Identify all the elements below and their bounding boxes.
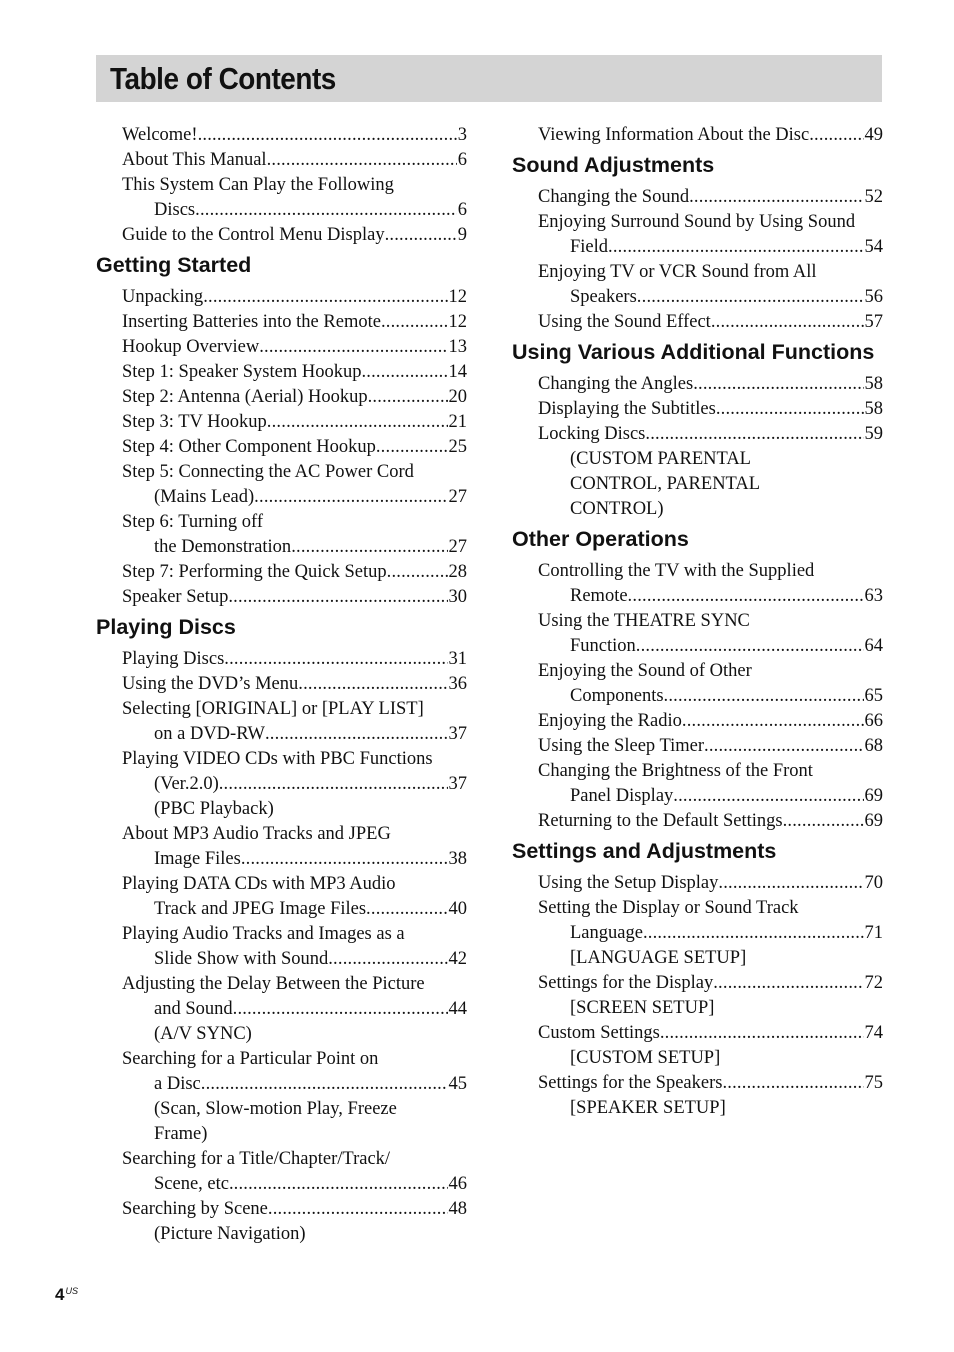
toc-entry-text: Step 3: TV Hookup <box>122 412 267 432</box>
toc-page-number: 54 <box>864 237 883 257</box>
toc-entry-text: Playing Discs <box>122 649 225 669</box>
toc-entry[interactable] <box>512 971 883 1021</box>
toc-page-number: 21 <box>448 412 467 432</box>
dot-leader <box>198 123 457 148</box>
toc-entry[interactable] <box>96 560 467 585</box>
toc-entry-line <box>122 772 467 797</box>
dot-leader <box>267 410 448 435</box>
toc-page-number: 68 <box>864 736 883 756</box>
toc-entry-text: Setting the Display or Sound Track <box>538 898 799 918</box>
toc-entry[interactable] <box>96 747 467 822</box>
toc-entry-text: Guide to the Control Menu Display <box>122 225 385 245</box>
toc-entry-line <box>122 485 467 510</box>
toc-entry[interactable] <box>96 223 467 248</box>
toc-entry[interactable] <box>512 422 883 522</box>
toc-entry[interactable] <box>512 123 883 148</box>
toc-entry-line <box>122 647 467 672</box>
toc-entry-text: Locking Discs <box>538 424 646 444</box>
toc-entry-text: on a DVD-RW <box>154 724 265 744</box>
section-heading: Playing Discs <box>96 615 236 639</box>
toc-entry-text: Step 7: Performing the Quick Setup <box>122 562 387 582</box>
toc-entry[interactable] <box>96 148 467 173</box>
dot-leader <box>660 1021 864 1046</box>
toc-entry[interactable] <box>512 609 883 659</box>
toc-entry-text: Slide Show with Sound <box>154 949 329 969</box>
toc-entry[interactable] <box>96 1047 467 1147</box>
toc-entry-text: Track and JPEG Image Files <box>154 899 367 919</box>
toc-entry-text: Playing Audio Tracks and Images as a <box>122 924 405 944</box>
toc-entry-line <box>538 684 883 709</box>
toc-entry-text: Viewing Information About the Disc <box>538 125 810 145</box>
toc-entry-text: About This Manual <box>122 150 267 170</box>
toc-entry-text: Step 6: Turning off <box>122 512 264 532</box>
toc-page-number: 30 <box>448 587 467 607</box>
toc-entry-line <box>122 897 467 922</box>
toc-entry-line <box>538 584 883 609</box>
toc-entry-line <box>122 585 467 610</box>
toc-entry-line <box>122 847 467 872</box>
toc-page-number: 59 <box>864 424 883 444</box>
toc-page-number: 49 <box>864 125 883 145</box>
title-bar <box>96 55 882 102</box>
toc-entry-line <box>538 734 883 759</box>
toc-entry-text: Returning to the Default Settings <box>538 811 783 831</box>
dot-leader <box>291 535 447 560</box>
toc-entry-line <box>538 871 883 896</box>
toc-entry-text: Speaker Setup <box>122 587 229 607</box>
toc-entry[interactable] <box>96 310 467 335</box>
toc-entry-line <box>538 634 883 659</box>
toc-entry[interactable] <box>512 759 883 809</box>
toc-page-number: 56 <box>864 287 883 307</box>
toc-entry-text: Speakers <box>570 287 637 307</box>
toc-entry-text: and Sound <box>154 999 233 1019</box>
toc-page-number: 31 <box>448 649 467 669</box>
toc-entry-text: About MP3 Audio Tracks and JPEG <box>122 824 391 844</box>
toc-page-number: 65 <box>864 686 883 706</box>
toc-entry[interactable] <box>96 285 467 310</box>
toc-page-number: 12 <box>448 287 467 307</box>
toc-entry-line <box>122 947 467 972</box>
toc-entry-line <box>538 310 883 335</box>
toc-entry-line <box>122 672 467 697</box>
toc-entry-line <box>538 709 883 734</box>
toc-entry-text: Language <box>570 923 643 943</box>
dot-leader <box>682 709 864 734</box>
toc-entry-text: Searching by Scene <box>122 1199 268 1219</box>
toc-entry-line <box>122 1197 467 1222</box>
toc-entry-text: Changing the Brightness of the Front <box>538 761 813 781</box>
toc-entry-line <box>538 397 883 422</box>
page-title: Table of Contents <box>110 61 336 96</box>
toc-entry-line <box>122 435 467 460</box>
dot-leader <box>254 485 447 510</box>
toc-entry[interactable] <box>96 647 467 672</box>
toc-entry-text: Adjusting the Delay Between the Picture <box>122 974 425 994</box>
section-heading: Getting Started <box>96 253 252 277</box>
toc-entry-note: [CUSTOM SETUP] <box>570 1048 721 1068</box>
toc-page-number: 38 <box>448 849 467 869</box>
toc-page-number: 58 <box>864 399 883 419</box>
toc-entry-text: Enjoying the Sound of Other <box>538 661 752 681</box>
page-suffix: US <box>65 1286 78 1296</box>
dot-leader <box>361 360 447 385</box>
toc-page-number: 37 <box>448 774 467 794</box>
toc-entry[interactable] <box>512 559 883 609</box>
toc-entry-line <box>538 809 883 834</box>
toc-entry[interactable] <box>96 335 467 360</box>
toc-page-number: 48 <box>448 1199 467 1219</box>
toc-page-number: 25 <box>448 437 467 457</box>
toc-entry-text: Custom Settings <box>538 1023 660 1043</box>
toc-page-number: 28 <box>448 562 467 582</box>
toc-entry-text: Selecting [ORIGINAL] or [PLAY LIST] <box>122 699 424 719</box>
toc-entry-text: Playing DATA CDs with MP3 Audio <box>122 874 396 894</box>
toc-entry-line <box>122 310 467 335</box>
toc-entry-line <box>538 422 883 447</box>
toc-entry-note: Frame) <box>154 1124 208 1144</box>
toc-entry[interactable] <box>96 435 467 460</box>
toc-entry[interactable] <box>512 659 883 709</box>
toc-page-number: 63 <box>864 586 883 606</box>
toc-entry-text: Enjoying Surround Sound by Using Sound <box>538 212 856 232</box>
toc-entry[interactable] <box>96 410 467 435</box>
dot-leader <box>722 1071 863 1096</box>
toc-entry-line <box>122 997 467 1022</box>
toc-entry-text: Step 1: Speaker System Hookup <box>122 362 362 382</box>
toc-page-number: 13 <box>448 337 467 357</box>
toc-entry-text: (Mains Lead) <box>154 487 255 507</box>
toc-entry-text: Changing the Angles <box>538 374 694 394</box>
toc-entry-text: Using the Sound Effect <box>538 312 711 332</box>
toc-entry[interactable] <box>96 972 467 1047</box>
toc-entry-text: This System Can Play the Following <box>122 175 394 195</box>
toc-entry[interactable] <box>96 1197 467 1247</box>
toc-page-number: 69 <box>864 786 883 806</box>
toc-entry[interactable] <box>512 871 883 896</box>
toc-page-number: 70 <box>864 873 883 893</box>
toc-entry-line <box>538 971 883 996</box>
dot-leader <box>628 584 864 609</box>
dot-leader <box>219 772 448 797</box>
toc-entry[interactable] <box>512 210 883 260</box>
toc-entry[interactable] <box>512 1071 883 1121</box>
toc-entry-text: Using the Sleep Timer <box>538 736 704 756</box>
toc-entry-text: Using the THEATRE SYNC <box>538 611 750 631</box>
dot-leader <box>664 684 864 709</box>
dot-leader <box>234 1172 448 1197</box>
toc-entry-text: Remote <box>570 586 628 606</box>
toc-entry-text: Changing the Sound <box>538 187 690 207</box>
dot-leader <box>693 372 863 397</box>
toc-entry-line <box>538 784 883 809</box>
dot-leader <box>233 997 448 1022</box>
section-heading: Using Various Additional Functions <box>512 340 875 364</box>
toc-entry-text: Panel Display <box>570 786 674 806</box>
dot-leader <box>809 123 863 148</box>
toc-entry-text: Step 5: Connecting the AC Power Cord <box>122 462 414 482</box>
toc-entry-line <box>122 360 467 385</box>
toc-entry-note: [LANGUAGE SETUP] <box>570 948 747 968</box>
toc-entry-text: Searching for a Title/Chapter/Track/ <box>122 1149 391 1169</box>
toc-page-number: 42 <box>448 949 467 969</box>
toc-page-number: 40 <box>448 899 467 919</box>
page-number: $4^{US}$ <box>55 1285 78 1304</box>
dot-leader <box>645 422 863 447</box>
toc-page-number: 27 <box>448 537 467 557</box>
toc-entry-line <box>538 185 883 210</box>
section-heading: Sound Adjustments <box>512 153 715 177</box>
toc-entry-line <box>122 535 467 560</box>
toc-entry-text: Function <box>570 636 636 656</box>
dot-leader <box>713 971 863 996</box>
toc-page-number: 37 <box>448 724 467 744</box>
toc-entry-text: Using the DVD’s Menu <box>122 674 299 694</box>
dot-leader <box>268 1197 448 1222</box>
toc-entry-text: Inserting Batteries into the Remote <box>122 312 381 332</box>
toc-entry-line <box>122 1072 467 1097</box>
dot-leader <box>643 921 864 946</box>
toc-entry-text: Settings for the Speakers <box>538 1073 723 1093</box>
toc-entry-line <box>122 385 467 410</box>
dot-leader <box>381 310 448 335</box>
toc-entry-text: Hookup Overview <box>122 337 260 357</box>
toc-entry[interactable] <box>512 260 883 310</box>
dot-leader <box>259 335 447 360</box>
toc-entry[interactable] <box>512 397 883 422</box>
toc-entry[interactable] <box>96 822 467 872</box>
dot-leader <box>673 784 863 809</box>
toc-entry-line <box>122 148 467 173</box>
toc-page-number: 3 <box>457 125 467 145</box>
toc-entry[interactable] <box>96 173 467 223</box>
dot-leader <box>368 385 448 410</box>
toc-entry-text: Image Files <box>154 849 241 869</box>
toc-entry-text: Using the Setup Display <box>538 873 719 893</box>
toc-entry-text: Displaying the Subtitles <box>538 399 716 419</box>
toc-entry[interactable] <box>512 1021 883 1071</box>
toc-entry-note: (PBC Playback) <box>154 799 274 819</box>
toc-entry-line <box>122 560 467 585</box>
toc-page-number: 66 <box>864 711 883 731</box>
dot-leader <box>689 185 863 210</box>
toc-entry-text: Controlling the TV with the Supplied <box>538 561 815 581</box>
toc-entry[interactable] <box>512 809 883 834</box>
toc-entry[interactable] <box>96 585 467 610</box>
dot-leader <box>203 285 447 310</box>
toc-entry[interactable] <box>96 510 467 560</box>
toc-page-number: 27 <box>448 487 467 507</box>
dot-leader <box>224 647 447 672</box>
toc-page-number: 64 <box>864 636 883 656</box>
toc-entry-line <box>122 223 467 248</box>
toc-entry-text: Unpacking <box>122 287 204 307</box>
toc-entry-line <box>122 722 467 747</box>
toc-entry-note: CONTROL) <box>570 499 664 519</box>
dot-leader <box>711 310 864 335</box>
toc-entry-line <box>122 123 467 148</box>
toc-entry[interactable] <box>96 672 467 697</box>
dot-leader <box>636 634 864 659</box>
section-heading: Other Operations <box>512 527 689 551</box>
toc-entry-line <box>538 1071 883 1096</box>
dot-leader <box>366 897 447 922</box>
section-heading: Settings and Adjustments <box>512 839 777 863</box>
toc-page-number: 20 <box>448 387 467 407</box>
toc-entry[interactable] <box>96 460 467 510</box>
dot-leader <box>718 871 863 896</box>
toc-entry[interactable] <box>512 185 883 210</box>
toc-entry-text: Field <box>570 237 609 257</box>
toc-entry-line <box>538 285 883 310</box>
toc-entry-line <box>538 1021 883 1046</box>
toc-entry-text: Components <box>570 686 664 706</box>
toc-entry-line <box>538 123 883 148</box>
toc-column-left <box>96 123 467 1247</box>
toc-page-number: 58 <box>864 374 883 394</box>
toc-column-right <box>512 123 883 1121</box>
toc-entry-text: Enjoying the Radio <box>538 711 682 731</box>
dot-leader <box>201 1072 448 1097</box>
dot-leader <box>608 235 863 260</box>
toc-entry-text: Settings for the Display <box>538 973 714 993</box>
dot-leader <box>241 847 448 872</box>
toc-page-number: 46 <box>448 1174 467 1194</box>
toc-entry-text: a Disc <box>154 1074 201 1094</box>
toc-entry-text: Discs <box>154 200 196 220</box>
toc-entry[interactable] <box>512 734 883 759</box>
toc-entry-line <box>122 1172 467 1197</box>
toc-entry[interactable] <box>512 372 883 397</box>
toc-entry[interactable] <box>512 709 883 734</box>
toc-page-number: 74 <box>864 1023 883 1043</box>
toc-entry-text: Step 2: Antenna (Aerial) Hookup <box>122 387 368 407</box>
toc-entry[interactable] <box>96 1147 467 1197</box>
toc-page-number: 44 <box>448 999 467 1019</box>
toc-entry-text: the Demonstration <box>154 537 292 557</box>
toc-page-number: 71 <box>864 923 883 943</box>
toc-page-number: 36 <box>448 674 467 694</box>
toc-entry[interactable] <box>96 123 467 148</box>
toc-entry[interactable] <box>96 872 467 922</box>
toc-entry[interactable] <box>96 697 467 747</box>
toc-entry-text: (Ver.2.0) <box>154 774 219 794</box>
toc-page-number: 9 <box>457 225 467 245</box>
toc-entry-line <box>122 335 467 360</box>
toc-entry-line <box>538 235 883 260</box>
toc-entry[interactable] <box>96 360 467 385</box>
toc-page-number: 12 <box>448 312 467 332</box>
toc-entry-text: Playing VIDEO CDs with PBC Functions <box>122 749 433 769</box>
toc-entry-line <box>122 410 467 435</box>
toc-page-number: 72 <box>864 973 883 993</box>
toc-entry-note: (A/V SYNC) <box>154 1024 252 1044</box>
dot-leader <box>385 223 457 248</box>
toc-entry-note: [SCREEN SETUP] <box>570 998 715 1018</box>
toc-page-number: 6 <box>457 150 467 170</box>
dot-leader <box>265 722 448 747</box>
dot-leader <box>298 672 447 697</box>
toc-entry-note: (CUSTOM PARENTAL <box>570 449 751 469</box>
dot-leader <box>637 285 864 310</box>
toc-page-number: 45 <box>448 1074 467 1094</box>
dot-leader <box>716 397 864 422</box>
toc-page-number: 75 <box>864 1073 883 1093</box>
toc-page-number: 69 <box>864 811 883 831</box>
dot-leader <box>195 198 457 223</box>
toc-page-number: 52 <box>864 187 883 207</box>
toc-entry-line <box>538 372 883 397</box>
dot-leader <box>387 560 448 585</box>
toc-entry-text: Enjoying TV or VCR Sound from All <box>538 262 817 282</box>
dot-leader <box>783 809 864 834</box>
toc-entry-note: (Picture Navigation) <box>154 1224 306 1244</box>
toc-entry-note: [SPEAKER SETUP] <box>570 1098 726 1118</box>
dot-leader <box>228 585 447 610</box>
dot-leader <box>328 947 447 972</box>
toc-entry-text: Step 4: Other Component Hookup <box>122 437 376 457</box>
dot-leader <box>704 734 864 759</box>
toc-entry-note: (Scan, Slow-motion Play, Freeze <box>154 1099 397 1119</box>
toc-entry-line <box>122 285 467 310</box>
dot-leader <box>376 435 448 460</box>
toc-page-number: 14 <box>448 362 467 382</box>
toc-entry-text: Scene, etc. <box>154 1174 234 1194</box>
toc-entry-text: Welcome! <box>122 125 198 145</box>
dot-leader <box>267 148 457 173</box>
toc-entry[interactable] <box>96 922 467 972</box>
toc-page-number: 57 <box>864 312 883 332</box>
toc-entry-note: CONTROL, PARENTAL <box>570 474 761 494</box>
toc-entry-text: Searching for a Particular Point on <box>122 1049 379 1069</box>
toc-entry-line <box>122 198 467 223</box>
toc-entry[interactable] <box>512 310 883 335</box>
toc-page-number: 6 <box>457 200 467 220</box>
toc-entry-line <box>538 921 883 946</box>
toc-entry[interactable] <box>96 385 467 410</box>
toc-entry[interactable] <box>512 896 883 971</box>
